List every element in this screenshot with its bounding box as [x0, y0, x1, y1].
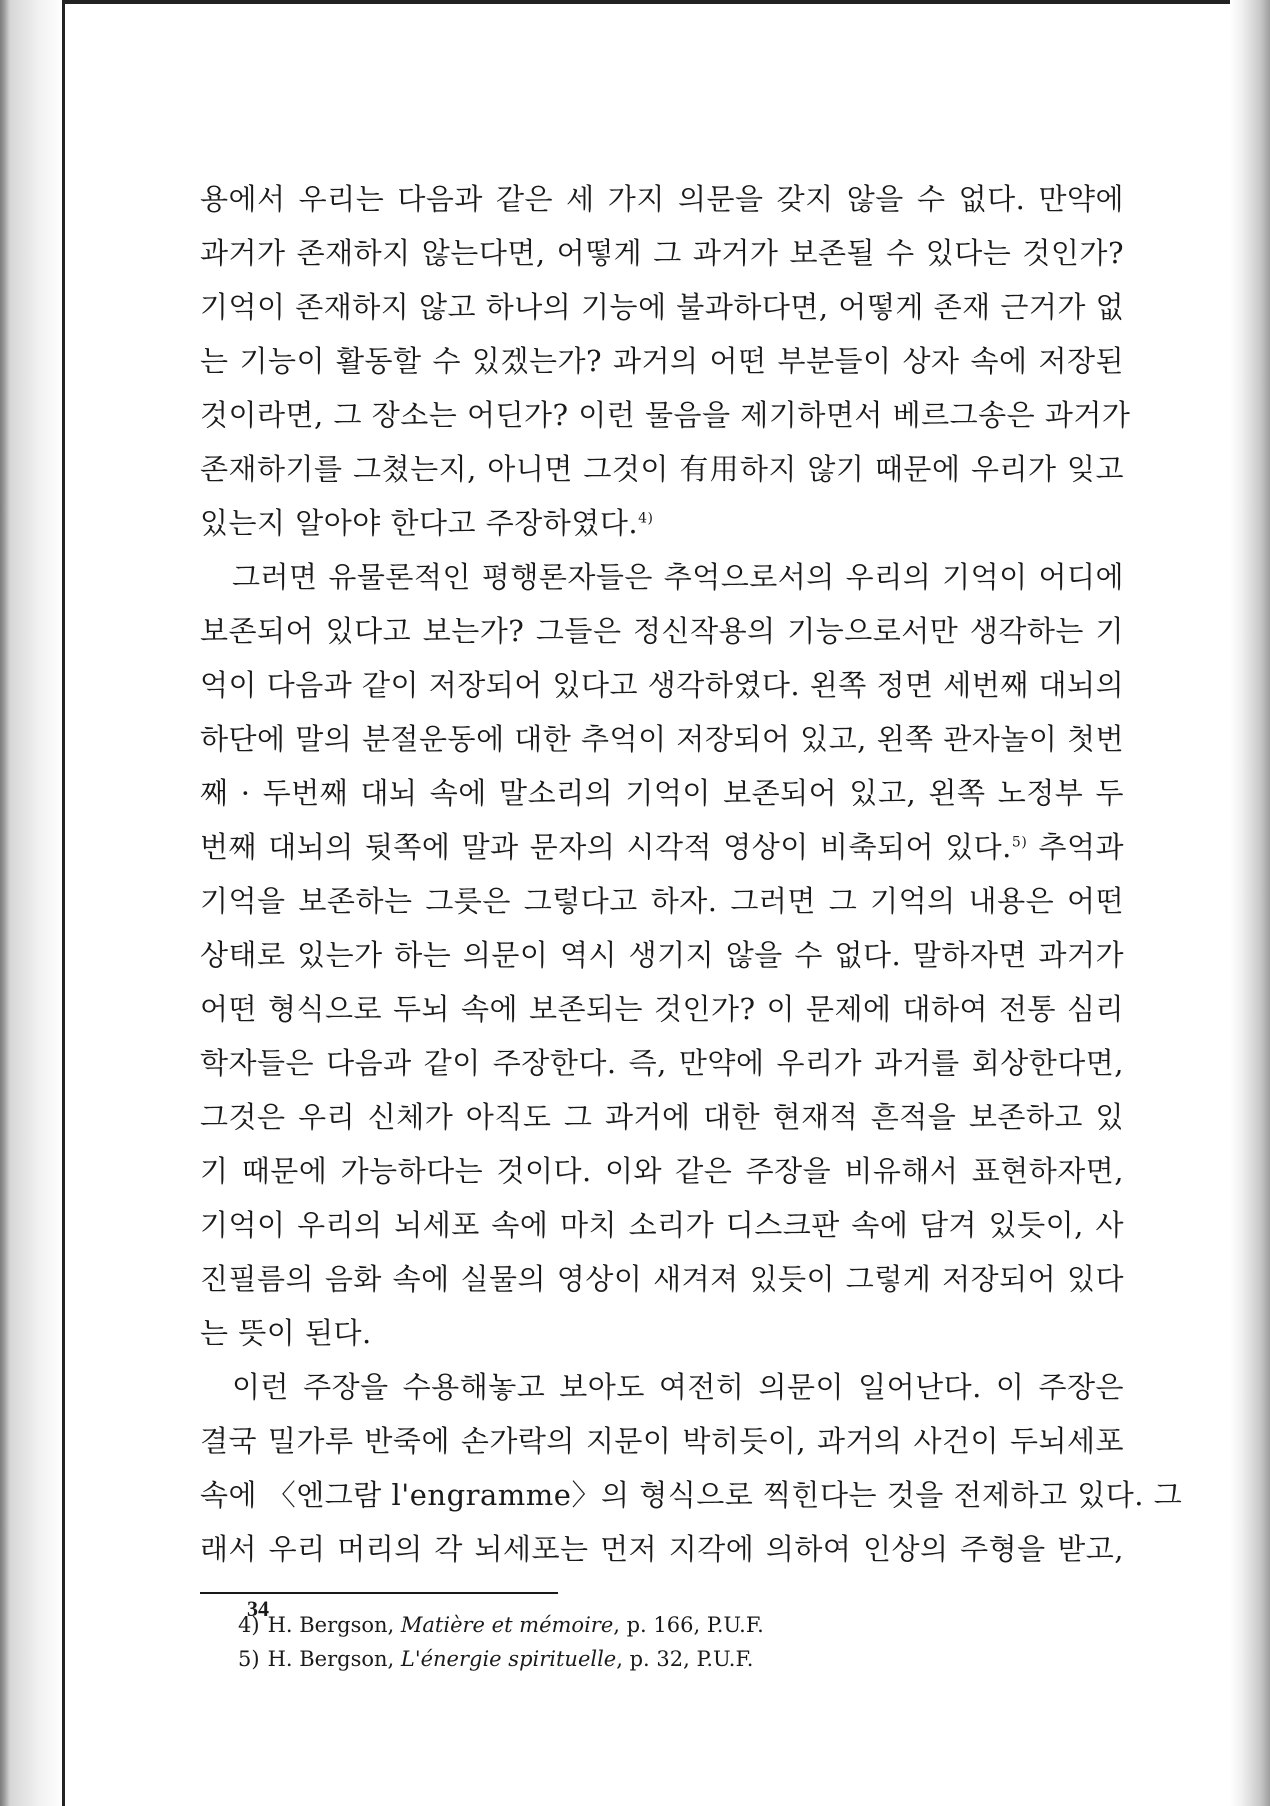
text-line	[200, 1360, 1124, 1414]
footnote-title: L'énergie spirituelle	[400, 1647, 617, 1671]
text-line	[200, 280, 1124, 334]
text-line	[200, 1522, 1124, 1576]
book-page	[200, 172, 1183, 1676]
line-text: 그것은 우리 신체가 아직도 그 과거에 대한 현재적 흔적을 보존하고 있	[200, 1100, 1124, 1134]
line-text: 는 뜻이 된다.	[200, 1316, 372, 1350]
line-text: 째 · 두번째 대뇌 속에 말소리의 기억이 보존되어 있고, 왼쪽 노정부 두	[200, 776, 1124, 810]
scan-left-edge	[0, 0, 64, 1806]
text-line	[200, 1306, 1124, 1360]
text-line	[200, 442, 1124, 496]
line-text: 래서 우리 머리의 각 뇌세포는 먼저 지각에 의하여 인상의 주형을 받고,	[200, 1532, 1124, 1566]
line-text: 결국 밀가루 반죽에 손가락의 지문이 박히듯이, 과거의 사건이 두뇌세포	[200, 1424, 1124, 1458]
scan-left-border	[62, 0, 65, 1806]
line-text: 번째 대뇌의 뒷쪽에 말과 문자의 시각적 영상이 비축되어 있다.	[200, 830, 1012, 864]
text-line	[200, 388, 1131, 442]
text-line	[200, 226, 1124, 280]
text-line	[200, 982, 1124, 1036]
line-text: 보존되어 있다고 보는가? 그들은 정신작용의 기능으로서만 생각하는 기	[200, 614, 1124, 648]
line-text: 기억이 우리의 뇌세포 속에 마치 소리가 디스크판 속에 담겨 있듯이, 사	[200, 1208, 1124, 1242]
footnote-details: , p. 166, P.U.F.	[613, 1613, 764, 1637]
line-text-tail: 추억과	[1027, 830, 1124, 864]
footnote	[200, 1608, 1124, 1642]
text-line	[200, 172, 1124, 226]
line-text: 그러면 유물론적인 평행론자들은 추억으로서의 우리의 기억이 어디에	[232, 560, 1124, 594]
text-line	[200, 1144, 1124, 1198]
text-line	[200, 496, 1124, 550]
text-line	[200, 820, 1124, 874]
text-line	[200, 1198, 1124, 1252]
footnote-author: H. Bergson,	[267, 1613, 395, 1637]
footnote-title: Matière et mémoire	[400, 1613, 614, 1637]
text-line	[200, 1036, 1124, 1090]
text-line	[200, 1414, 1124, 1468]
line-text: 용에서 우리는 다음과 같은 세 가지 의문을 갖지 않을 수 없다. 만약에	[200, 182, 1124, 216]
line-text: 는 기능이 활동할 수 있겠는가? 과거의 어떤 부분들이 상자 속에 저장된	[200, 344, 1124, 378]
page-number: 34	[247, 1596, 269, 1621]
footnote-author: H. Bergson,	[267, 1647, 395, 1671]
footnote-separator	[200, 1592, 558, 1594]
text-line	[200, 658, 1124, 712]
footnote-marker: 4)	[638, 510, 654, 527]
text-line	[200, 1252, 1124, 1306]
line-text: 것이라면, 그 장소는 어딘가? 이런 물음을 제기하면서 베르그송은 과거가	[200, 398, 1131, 432]
text-line	[200, 766, 1124, 820]
line-text: 과거가 존재하지 않는다면, 어떻게 그 과거가 보존될 수 있다는 것인가?	[200, 236, 1124, 270]
line-text: 속에 〈엔그람 l'engramme〉의 형식으로 찍힌다는 것을 전제하고 있다. 그	[200, 1478, 1183, 1512]
body-text	[200, 172, 1183, 1576]
footnote-number: 4)	[238, 1613, 260, 1637]
line-text: 진필름의 음화 속에 실물의 영상이 새겨져 있듯이 그렇게 저장되어 있다	[200, 1262, 1124, 1296]
line-text: 억이 다음과 같이 저장되어 있다고 생각하였다. 왼쪽 정면 세번째 대뇌의	[200, 668, 1125, 702]
footnote-number: 5)	[238, 1647, 260, 1671]
line-text: 하단에 말의 분절운동에 대한 추억이 저장되어 있고, 왼쪽 관자놀이 첫번	[200, 722, 1125, 756]
footnotes	[200, 1608, 1124, 1676]
line-text: 기억이 존재하지 않고 하나의 기능에 불과하다면, 어떻게 존재 근거가 없	[200, 290, 1125, 324]
footnote-details: , p. 32, P.U.F.	[616, 1647, 754, 1671]
scan-top-border	[62, 0, 1270, 4]
line-text: 이런 주장을 수용해놓고 보아도 여전히 의문이 일어난다. 이 주장은	[232, 1370, 1124, 1404]
text-line	[200, 874, 1124, 928]
line-text: 존재하기를 그쳤는지, 아니면 그것이 有用하지 않기 때문에 우리가 잊고	[200, 452, 1124, 486]
text-line	[200, 928, 1124, 982]
line-text: 학자들은 다음과 같이 주장한다. 즉, 만약에 우리가 과거를 회상한다면,	[200, 1046, 1124, 1080]
scan-right-edge	[1230, 0, 1270, 1806]
line-text: 있는지 알아야 한다고 주장하였다.	[200, 506, 639, 540]
line-text: 기 때문에 가능하다는 것이다. 이와 같은 주장을 비유해서 표현하자면,	[200, 1154, 1124, 1188]
text-line	[200, 1090, 1124, 1144]
line-text: 어떤 형식으로 두뇌 속에 보존되는 것인가? 이 문제에 대하여 전통 심리	[200, 992, 1124, 1026]
footnote	[200, 1642, 1124, 1676]
text-line	[200, 550, 1124, 604]
text-line	[200, 334, 1124, 388]
text-line	[200, 1468, 1183, 1522]
text-line	[200, 712, 1124, 766]
line-text: 기억을 보존하는 그릇은 그렇다고 하자. 그러면 그 기억의 내용은 어떤	[200, 884, 1124, 918]
line-text: 상태로 있는가 하는 의문이 역시 생기지 않을 수 없다. 말하자면 과거가	[200, 938, 1124, 972]
footnote-marker: 5)	[1011, 834, 1028, 851]
text-line	[200, 604, 1124, 658]
